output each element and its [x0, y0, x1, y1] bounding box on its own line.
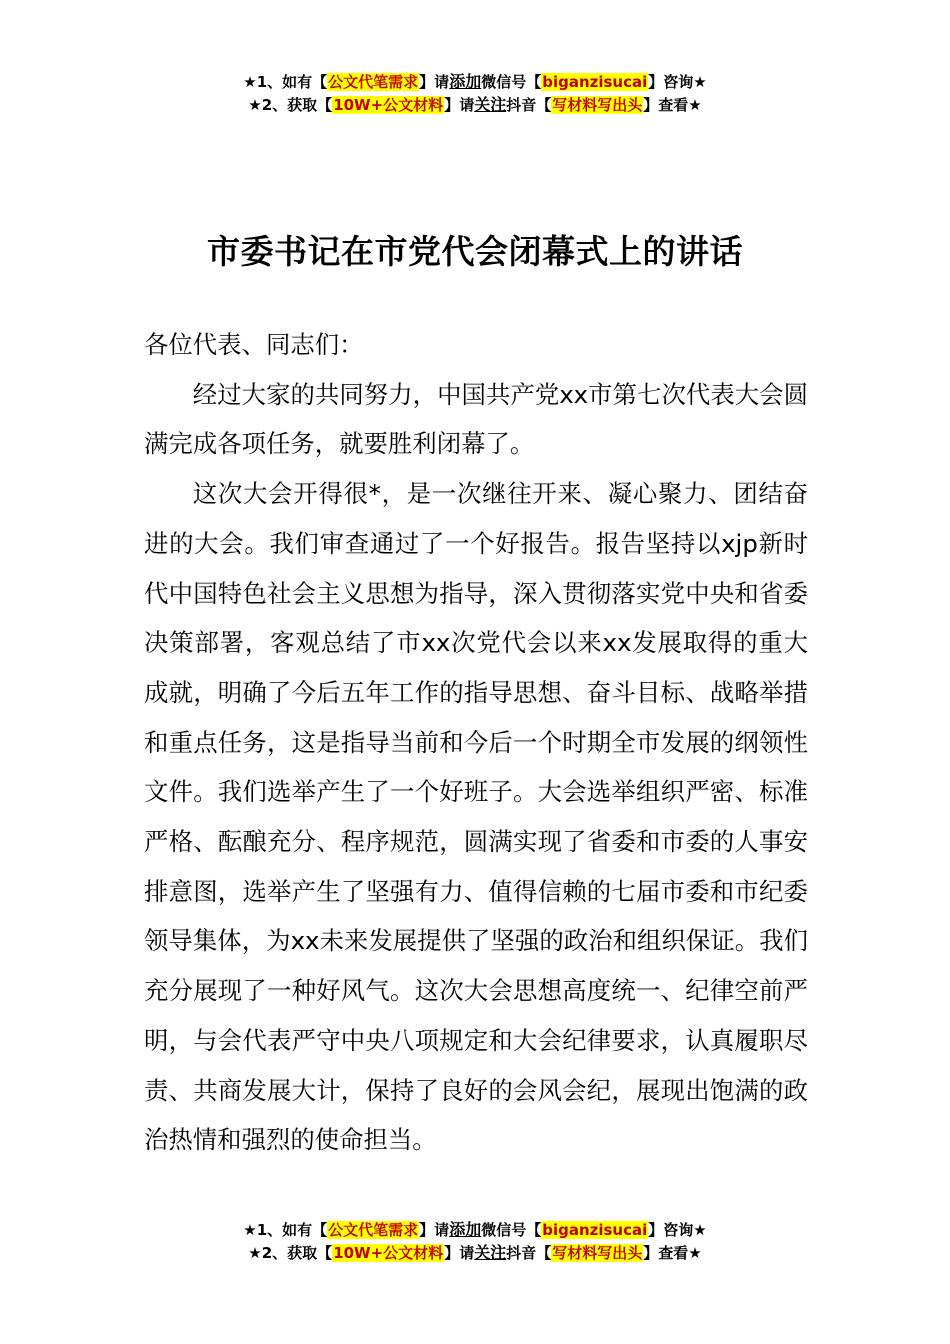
- promo-text: 】查看★: [643, 1244, 702, 1262]
- greeting: 各位代表、同志们：: [144, 330, 364, 359]
- promo-underline: 添加: [449, 72, 482, 91]
- promo-text: 】请: [419, 1221, 450, 1239]
- promo-highlight: biganzisucai: [542, 1221, 648, 1239]
- promo-text: 微信号【: [481, 73, 542, 91]
- document-body: [144, 320, 808, 1165]
- promo-line-1: [0, 70, 950, 93]
- promo-line-2: [0, 93, 950, 116]
- promo-text: ★1、如有【: [243, 1221, 328, 1239]
- promo-text: ★1、如有【: [243, 73, 328, 91]
- promo-text: ★2、获取【: [248, 96, 333, 114]
- promo-highlight: 公文代笔需求: [328, 73, 419, 91]
- promo-text: 】咨询★: [648, 1221, 707, 1239]
- promo-highlight: 10W+公文材料: [333, 1244, 444, 1262]
- promo-highlight: 公文代笔需求: [328, 1221, 419, 1239]
- promo-text: 】请: [444, 96, 475, 114]
- paragraph: 这次大会开得很*，是一次继往开来、凝心聚力、团结奋进的大会。我们审查通过了一个好报告。报告坚持以xjp新时代中国特色社会主义思想为指导，深入贯彻落实党中央和省委决策部署，客观总结了市xx次党代会以来xx发展取得的重大成就，明确了今后五年工作的指导思想、奋斗目标、战略举措和重点任务，这是指导当前和今后一个时期全市发展的纲领性文件。我们选举产生了一个好班子。大会选举组织严密、标准严格、酝酿充分、程序规范，圆满实现了省委和市委的人事安排意图，选举产生了坚强有力、值得信赖的七届市委和市纪委领导集体，为xx未来发展提供了坚强的政治和组织保证。我们充分展现了一种好风气。这次大会思想高度统一、纪律空前严明，与会代表严守中央八项规定和大会纪律要求，认真履职尽责、共商发展大计，保持了良好的会风会纪，展现出饱满的政治热情和强烈的使命担当。: [144, 479, 808, 1155]
- promo-text: 】请: [419, 73, 450, 91]
- promo-line-1: [0, 1218, 950, 1241]
- promo-underline: 添加: [449, 1220, 482, 1239]
- promo-highlight: 10W+公文材料: [333, 96, 444, 114]
- paragraph: 经过大家的共同努力，中国共产党xx市第七次代表大会圆满完成各项任务，就要胜利闭幕了。: [144, 379, 808, 459]
- promo-text: 抖音【: [506, 1244, 552, 1262]
- promo-underline: 关注: [474, 95, 507, 114]
- promo-highlight: biganzisucai: [542, 73, 648, 91]
- promo-text: ★2、获取【: [248, 1244, 333, 1262]
- document-title: 市委书记在市党代会闭幕式上的讲话: [207, 232, 743, 271]
- promo-banner-bottom: [0, 1218, 950, 1264]
- promo-text: 】查看★: [643, 96, 702, 114]
- promo-text: 抖音【: [506, 96, 552, 114]
- promo-highlight: 写材料写出头: [552, 96, 643, 114]
- promo-banner-top: [0, 70, 950, 116]
- promo-underline: 关注: [474, 1243, 507, 1262]
- promo-text: 】咨询★: [648, 73, 707, 91]
- promo-highlight: 写材料写出头: [552, 1244, 643, 1262]
- promo-line-2: [0, 1241, 950, 1264]
- promo-text: 】请: [444, 1244, 475, 1262]
- promo-text: 微信号【: [481, 1221, 542, 1239]
